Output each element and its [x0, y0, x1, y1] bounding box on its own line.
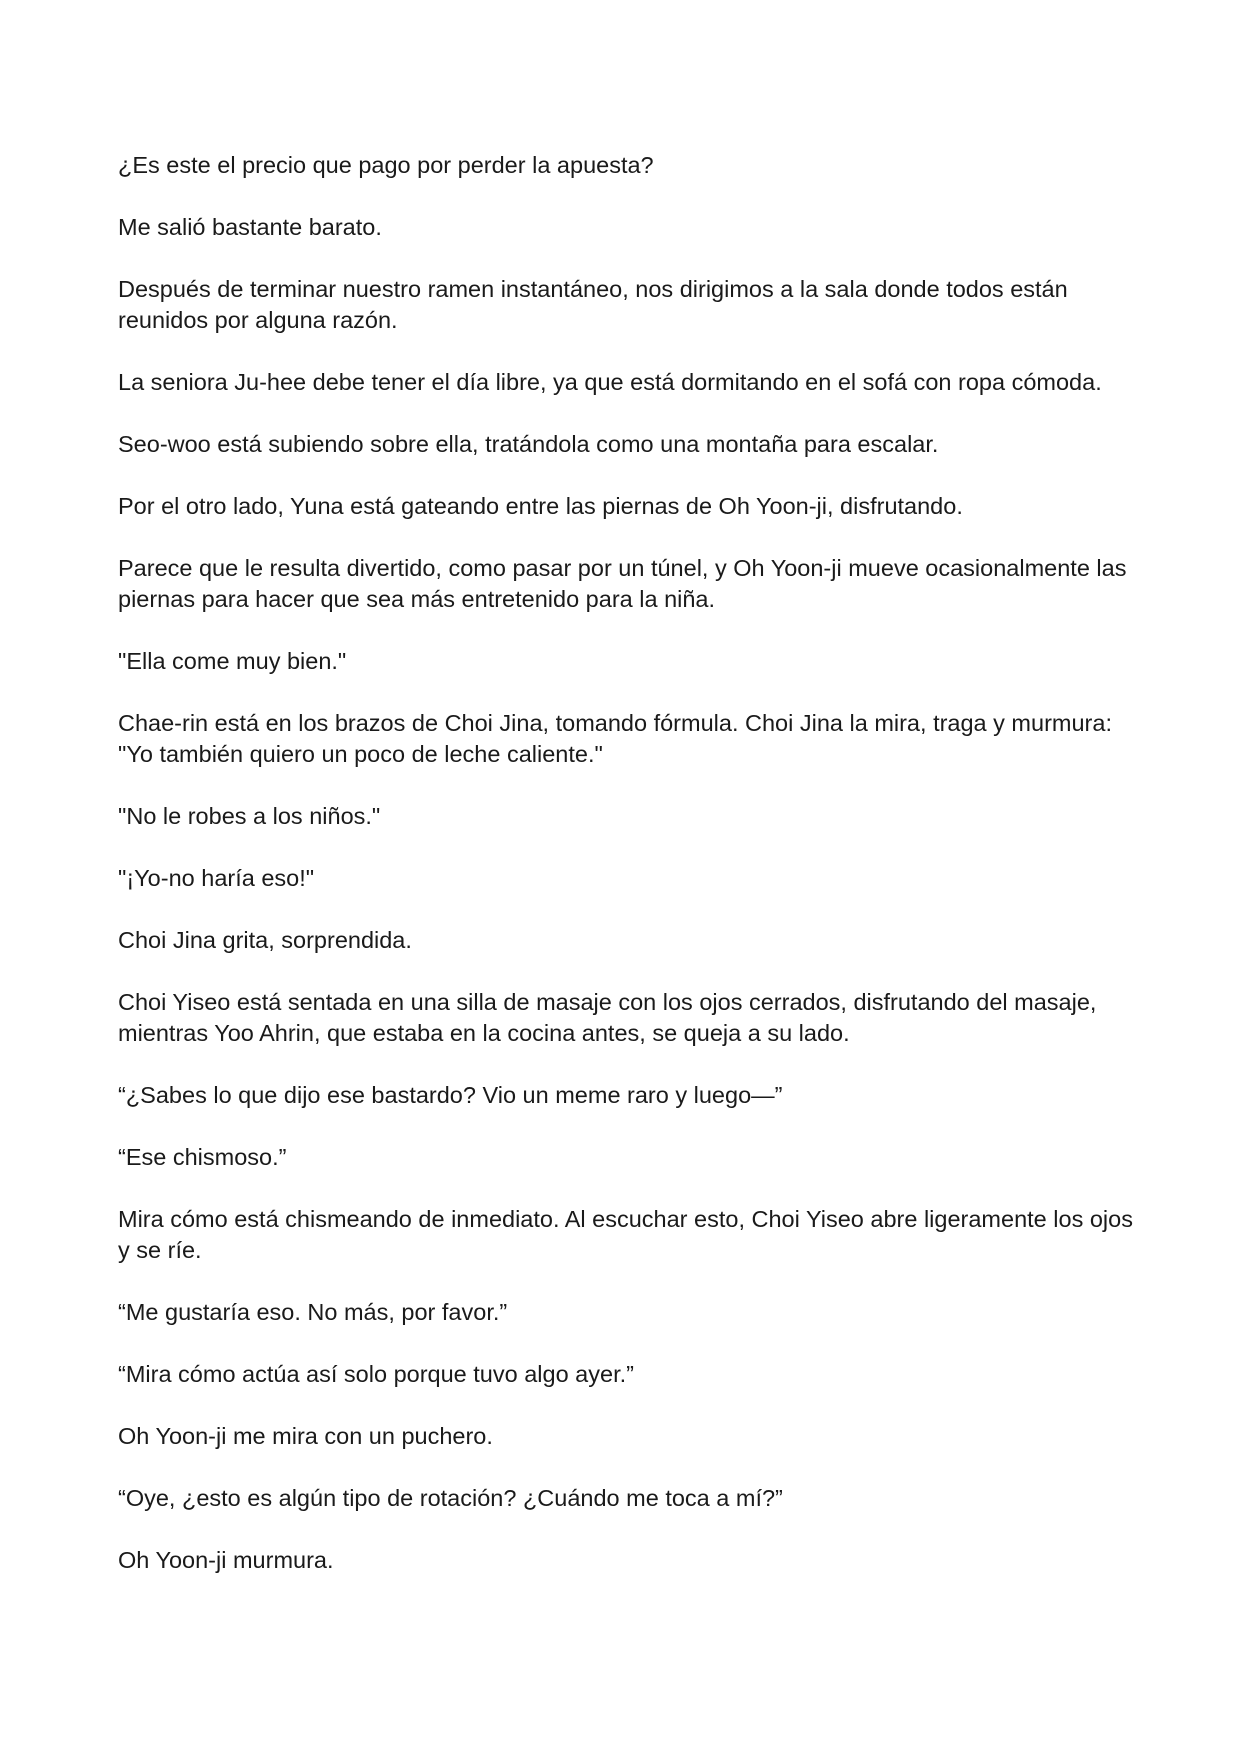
paragraph: “Mira cómo actúa así solo porque tuvo algo ayer.”: [118, 1361, 634, 1387]
paragraph: Seo-woo está subiendo sobre ella, tratándola como una montaña para escalar.: [118, 431, 939, 457]
paragraph: Parece que le resulta divertido, como pasar por un túnel, y Oh Yoon-ji mueve ocasionalmente las piernas para hacer que sea más entretenido para la niña.: [118, 555, 1127, 612]
body-text: [118, 150, 1148, 1607]
paragraph: “Me gustaría eso. No más, por favor.”: [118, 1299, 508, 1325]
paragraph: “¿Sabes lo que dijo ese bastardo? Vio un meme raro y luego—”: [118, 1082, 783, 1108]
paragraph: Después de terminar nuestro ramen instantáneo, nos dirigimos a la sala donde todos están reunidos por alguna razón.: [118, 276, 1068, 333]
paragraph: Choi Jina grita, sorprendida.: [118, 927, 412, 953]
paragraph: Oh Yoon-ji murmura.: [118, 1547, 334, 1573]
paragraph: Mira cómo está chismeando de inmediato. Al escuchar esto, Choi Yiseo abre ligeramente los ojos y se ríe.: [118, 1206, 1133, 1263]
paragraph: La seniora Ju-hee debe tener el día libre, ya que está dormitando en el sofá con ropa cómoda.: [118, 369, 1102, 395]
paragraph: Choi Yiseo está sentada en una silla de masaje con los ojos cerrados, disfrutando del masaje, mientras Yoo Ahrin, que estaba en la cocina antes, se queja a su lado.: [118, 989, 1097, 1046]
paragraph: Me salió bastante barato.: [118, 214, 382, 240]
paragraph: Por el otro lado, Yuna está gateando entre las piernas de Oh Yoon-ji, disfrutando.: [118, 493, 963, 519]
paragraph: “Oye, ¿esto es algún tipo de rotación? ¿Cuándo me toca a mí?”: [118, 1485, 783, 1511]
paragraph: "Ella come muy bien.": [118, 648, 347, 674]
paragraph: Oh Yoon-ji me mira con un puchero.: [118, 1423, 493, 1449]
paragraph: "¡Yo-no haría eso!": [118, 865, 315, 891]
paragraph: Chae-rin está en los brazos de Choi Jina, tomando fórmula. Choi Jina la mira, traga y murmura: "Yo también quiero un poco de leche caliente.": [118, 710, 1112, 767]
paragraph: "No le robes a los niños.": [118, 803, 381, 829]
paragraph: “Ese chismoso.”: [118, 1144, 287, 1170]
paragraph: ¿Es este el precio que pago por perder la apuesta?: [118, 152, 654, 178]
